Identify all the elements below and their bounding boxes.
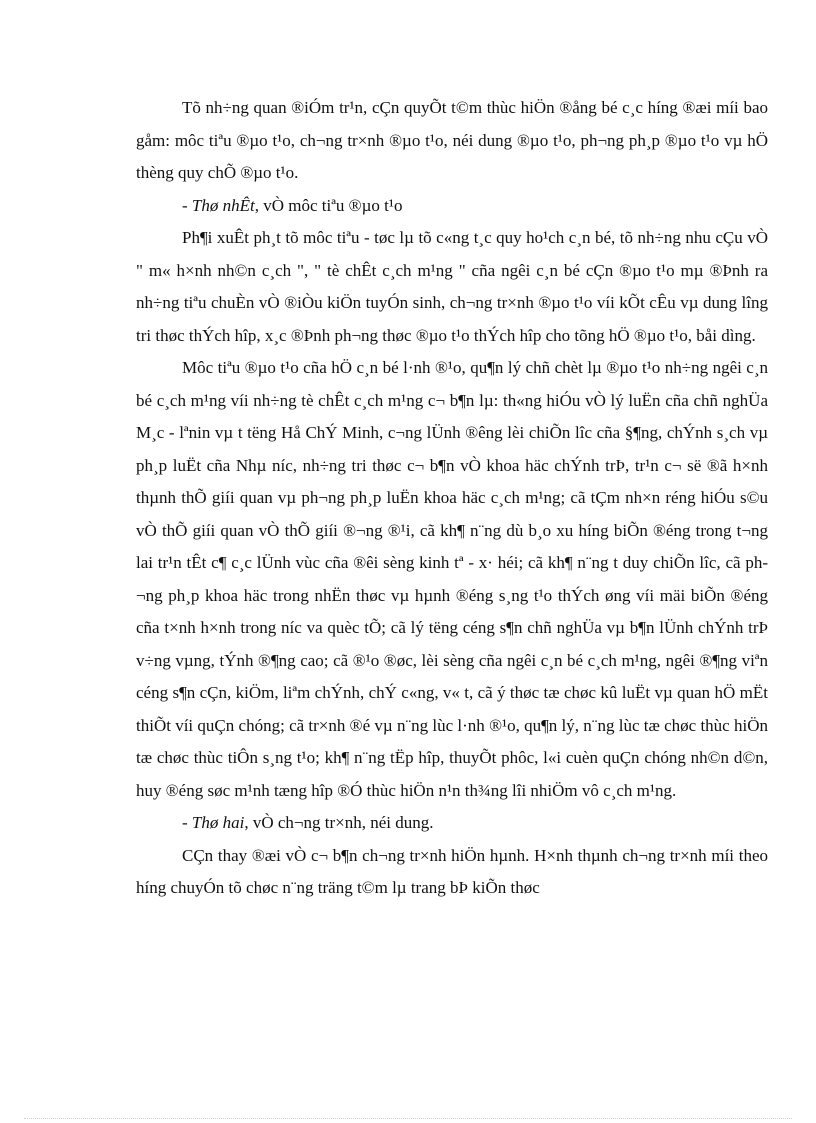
heading-text-second: , vÒ ch¬ng tr×nh, néi dung. <box>244 813 434 832</box>
heading-text-first: , vÒ môc tiªu ®µo t¹o <box>254 195 403 215</box>
paragraph-program-change: CÇn thay ®æi vÒ c¬ b¶n ch¬ng tr×nh hiÖn hµnh. H×nh thµnh ch¬ng tr×nh míi theo híng chuyÓn tõ chøc n¨ng träng t©m lµ trang bÞ kiÕn thøc <box>136 845 768 897</box>
paragraph-training-objective: Môc tiªu ®µo t¹o cña hÖ c¸n bé l·nh ®¹o, qu¶n lý chñ chèt lµ ®µo t¹o nh÷ng ngêi c¸n bé c¸ch m¹ng víi nh÷ng tè chÊt c¸ch m¹ng c¬ b¶n lµ: th«ng hiÓu vÒ lý luËn cña chñ nghÜa M¸c - lªnin vµ t tëng Hå ChÝ Minh, c¬ng lÜnh ®êng lèi chiÕn lîc cña §¶ng, chÝnh s¸ch vµ ph¸p luËt cña Nhµ níc, nh÷ng tri thøc c¬ b¶n vÒ khoa häc chÝnh trÞ, tr¹n c¬ së ®ã h×nh thµnh thÕ giíi quan vµ ph¬ng ph¸p luËn khoa häc c¸ch m¹ng; cã tÇm nh×n réng hiÓu s©u vÒ thÕ giíi quan vÒ thÕ giíi ®¬ng ®¹i, cã kh¶ n¨ng dù b¸o xu híng biÕn ®éng trong t¬ng lai tr¹n tÊt c¶ c¸c lÜnh vùc cña ®êi sèng kinh tª - x· héi; cã kh¶ n¨ng t duy chiÕn lîc, cã ph¬ng ph¸p khoa häc trong nhËn thøc vµ hµnh ®éng s¸ng t¹o thÝch øng víi mäi biÕn ®éng cña t×nh h×nh trong níc va quèc tÕ; cã lý tëng céng s¶n chñ nghÜa vµ b¶n lÜnh chÝnh trÞ v÷ng vµng, tÝnh ®¶ng cao; cã ®¹o ®øc, lèi sèng cña ngêi c¸n bé c¸ch m¹ng, ngêi ®¶ng viªn céng s¶n cÇn, kiÖm, liªm chÝnh, chÝ c«ng, v« t, cã ý thøc tæ chøc kû luËt vµ quan hÖ mËt thiÕt víi quÇn chóng; cã tr×nh ®é vµ n¨ng lùc l·nh ®¹o, qu¶n lý, n¨ng lùc tæ chøc thùc hiÖn tæ chøc thùc tiÔn s¸ng t¹o; kh¶ n¨ng tËp hîp, thuyÕt phôc, l«i cuèn quÇn chóng nh©n d©n, huy ®éng søc m¹nh tæng hîp ®Ó thùc hiÖn n¹n th¾ng lîi nhiÖm vô c¸ch m¹ng. <box>136 358 768 800</box>
heading-label-first: Thø nhÊt <box>191 195 255 215</box>
heading-first-objective <box>136 190 768 223</box>
paragraph-intro: Tõ nh÷ng quan ®iÓm tr¹n, cÇn quyÕt t©m thùc hiÖn ®ång bé c¸c híng ®æi míi bao gåm: môc tiªu ®µo t¹o, ch¬ng tr×nh ®µo t¹o, néi dung ®µo t¹o, ph¬ng ph¸p ®µo t¹o vµ hÖ thèng quy chÕ ®µo t¹o. <box>136 98 768 182</box>
heading-dash: - <box>182 195 192 215</box>
document-body <box>136 92 768 905</box>
page-bottom-divider <box>24 1118 792 1119</box>
paragraph-objective-derivation: Ph¶i xuÊt ph¸t tõ môc tiªu - tøc lµ tõ c«ng t¸c quy ho¹ch c¸n bé, tõ nh÷ng nhu cÇu vÒ " m« h×nh nh©n c¸ch ", " tè chÊt c¸ch m¹ng " cña ngêi c¸n bé cÇn ®µo t¹o mµ ®Þnh ra nh÷ng tiªu chuÈn vÒ ®iÒu kiÖn tuyÓn sinh, ch¬ng tr×nh ®µo t¹o víi kÕt cÊu vµ dung lîng tri thøc thÝch hîp, x¸c ®Þnh ph¬ng thøc ®µo t¹o thÝch hîp cho tõng hÖ ®µo t¹o, båi dìng. <box>136 228 768 345</box>
heading-label-second: Thø hai <box>191 813 245 832</box>
heading-dash: - <box>182 813 192 832</box>
heading-second-program <box>136 807 768 840</box>
